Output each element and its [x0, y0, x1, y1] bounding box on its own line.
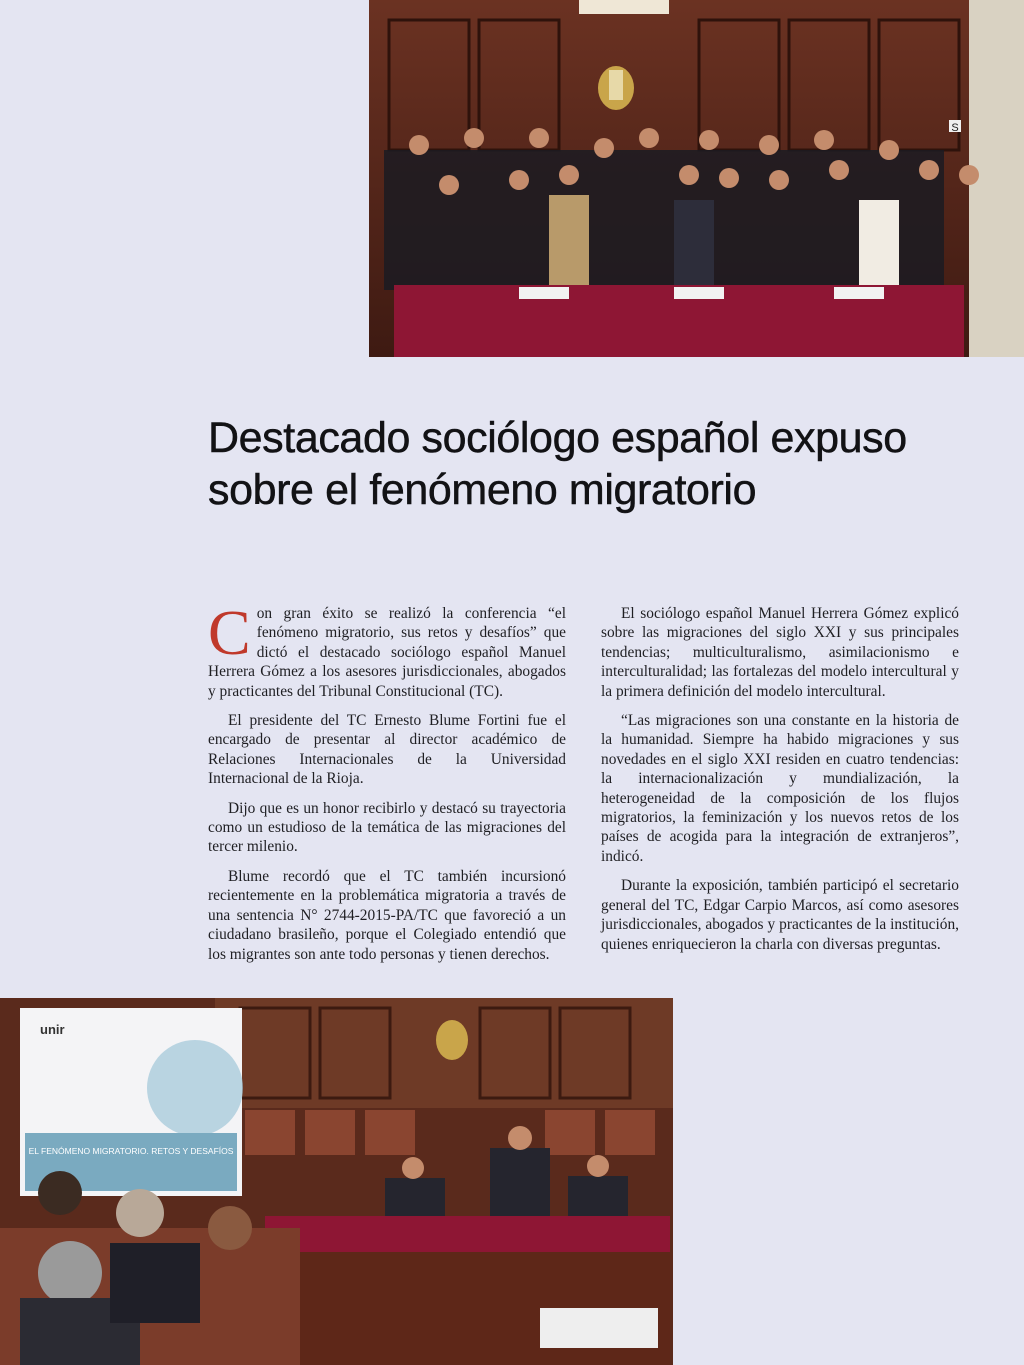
paragraph: “Las migraciones son una constante en la historia de la humanidad. Siempre ha habido migraciones y sus novedades en el siglo XXI residen en cuatro tendencias: la internacionalización y mundialización, la heterogeneidad de la composición de los flujos migratorios, la feminización y los nuevos retos de los países de acogida para la integración de extranjeros”, indicó.	[601, 712, 959, 865]
slide-logo: unir	[40, 1022, 65, 1037]
group-photo-image	[369, 0, 1024, 357]
paragraph: Durante la exposición, también participó el secretario general del TC, Edgar Carpio Marcos, así como asesores jurisdiccionales, abogados y practicantes de la institución, quienes enriquecieron la charla con diversas preguntas.	[601, 877, 959, 953]
people-group	[384, 128, 979, 290]
slide-title: EL FENÓMENO MIGRATORIO. RETOS Y DESAFÍOS	[28, 1146, 234, 1156]
paragraph: El sociólogo español Manuel Herrera Gómez explicó sobre las migraciones del siglo XXI y sus principales tendencias; multiculturalismo, asimilacionismo e interculturalidad; las fortalezas del modelo intercultural y la primera definición del modelo intercultural.	[601, 605, 959, 700]
drop-cap: C	[208, 597, 251, 668]
projector	[540, 1308, 658, 1348]
headline: Destacado sociólogo español expuso sobre el fenómeno migratorio	[208, 414, 907, 514]
red-table	[265, 1216, 670, 1252]
crest-icon	[598, 66, 634, 110]
conference-photo-image	[0, 998, 673, 1365]
conference-photo	[0, 998, 673, 1365]
article-column-right	[601, 604, 959, 964]
paragraph: Dijo que es un honor recibirlo y destacó su trayectoria como un estudioso de la temática de las migraciones del tercer milenio.	[208, 799, 566, 856]
paragraph: El presidente del TC Ernesto Blume Fortini fue el encargado de presentar al director académico de Relaciones Internacionales de la Universidad Internacional de la Rioja.	[208, 712, 566, 788]
paragraph: Blume recordó que el TC también incursionó recientemente en la problemática migratoria a través de una sentencia N° 2744-2015-PA/TC que favoreció a un ciudadano brasileño, porque el Colegiado entendió que los migrantes son ante todo personas y tienen derechos.	[208, 867, 566, 963]
article-column-left	[208, 597, 566, 974]
group-photo	[369, 0, 1024, 357]
paragraph: Con gran éxito se realizó la conferencia “el fenómeno migratorio, sus retos y desafíos” que dictó el destacado sociólogo español Manuel Herrera Gómez a los asesores jurisdiccionales, abogados y practicantes del Tribunal Constitucional (TC).	[208, 597, 566, 700]
sign-label: S	[951, 122, 959, 134]
crest-icon	[436, 1020, 468, 1060]
